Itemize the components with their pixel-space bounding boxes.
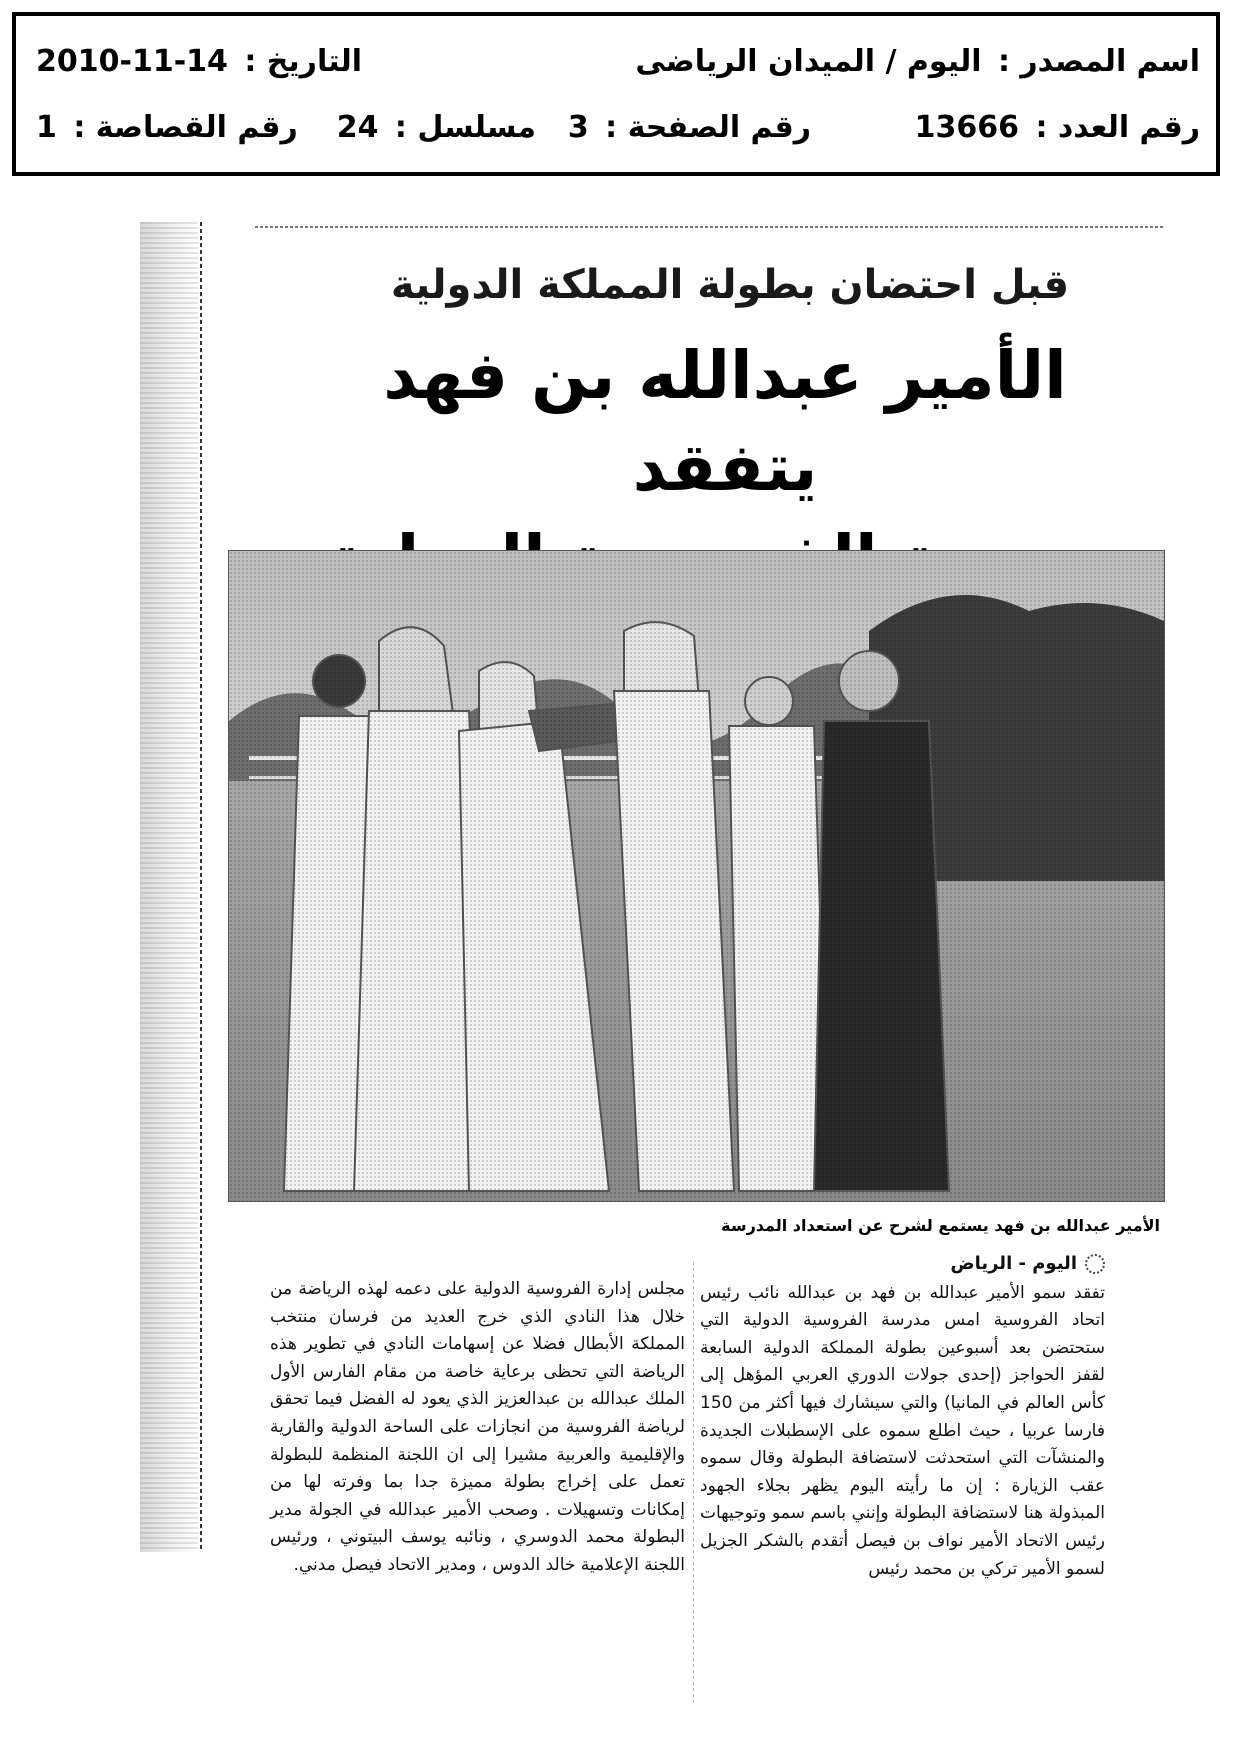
clip-number-field [36, 110, 298, 145]
source-value: اليوم / الميدان الرياضى [635, 44, 982, 79]
article-column-left [270, 1276, 685, 1580]
article-column-right [700, 1250, 1105, 1583]
source-field [635, 44, 1200, 79]
clip-number-label: رقم القصاصة : [73, 110, 298, 145]
article-kicker: قبل احتضان بطولة المملكة الدولية [390, 262, 1070, 308]
issue-label: رقم العدد : [1035, 110, 1200, 145]
byline-text: اليوم - الرياض [950, 1253, 1077, 1274]
headline-line-1: الأمير عبدالله بن فهد يتفقد [383, 337, 1067, 506]
newspaper-clipping [140, 222, 1240, 1579]
article-photo [228, 550, 1165, 1202]
issue-value: 13666 [914, 110, 1020, 145]
serial-field [337, 110, 536, 145]
clipping-cut-edge [200, 222, 202, 1552]
photo-caption: الأمير عبدالله بن فهد يستمع لشرح عن استعداد المدرسة [721, 1216, 1160, 1235]
article-byline [700, 1250, 1105, 1278]
date-label: التاريخ : [244, 44, 363, 79]
clipping-metadata-box [12, 12, 1220, 176]
page-label: رقم الصفحة : [605, 110, 811, 145]
date-value: 2010-11-14 [36, 44, 228, 79]
column-divider [693, 1262, 694, 1702]
date-field [36, 44, 362, 79]
page-field [568, 110, 811, 145]
page-value: 3 [567, 110, 589, 145]
column-right-text: تفقد سمو الأمير عبدالله بن فهد بن عبدالله نائب رئيس اتحاد الفروسية امس مدرسة الفروسية الدولية التي ستحتضن بعد أسبوعين بطولة المملكة الدولية السابعة لقفز الحواجز (إحدى جولات الدوري العربي المؤهل إلى كأس العالم في المانيا) والتي سيشارك فيها أكثر من 150 فارسا عربيا ، حيث اطلع سموه على الإسطبلات الجديدة والمنشآت التي استحدثت لاستضافة البطولة وقال سموه عقب الزيارة : إن ما رأيته اليوم يظهر بجلاء الجهود المبذولة هنا لاستضافة البطولة وإنني باسم سمو وتوجيهات رئيس الاتحاد الأمير نواف بن فيصل أتقدم بالشكر الجزيل لسمو الأمير تركي بن محمد رئيس [700, 1282, 1105, 1579]
clip-number-value: 1 [36, 110, 57, 145]
issue-field [915, 110, 1200, 145]
source-label: اسم المصدر : [997, 44, 1200, 79]
newspaper-logo-icon [1085, 1254, 1105, 1274]
column-left-text: مجلس إدارة الفروسية الدولية على دعمه لهذه الرياضة من خلال هذا النادي الذي خرج العديد من فرسان منتخب المملكة الأبطال فضلا عن إسهامات النادي في تطوير هذه الرياضة التي تحظى برعاية خاصة من مقام الفارس الأول الملك عبدالله بن عبدالعزيز الذي يعود له الفضل فيما تحقق لرياضة الفروسية من انجازات على الساحة الدولية والقارية والإقليمية والعربية مشيرا إلى ان اللجنة المنظمة للبطولة تعمل على إخراج بطولة مميزة جدا بما وفرته لها من إمكانات وتسهيلات . وصحب الأمير عبدالله في الجولة مدير البطولة محمد الدوسري ، ونائبه يوسف البيتوني ، ورئيس اللجنة الإعلامية خالد الدوس ، ومدير الاتحاد فيصل مدني. [270, 1279, 685, 1575]
scan-edge-shadow [140, 222, 198, 1552]
serial-value: 24 [336, 110, 379, 145]
serial-label: مسلسل : [394, 110, 536, 145]
clipping-top-rule [255, 226, 1165, 228]
